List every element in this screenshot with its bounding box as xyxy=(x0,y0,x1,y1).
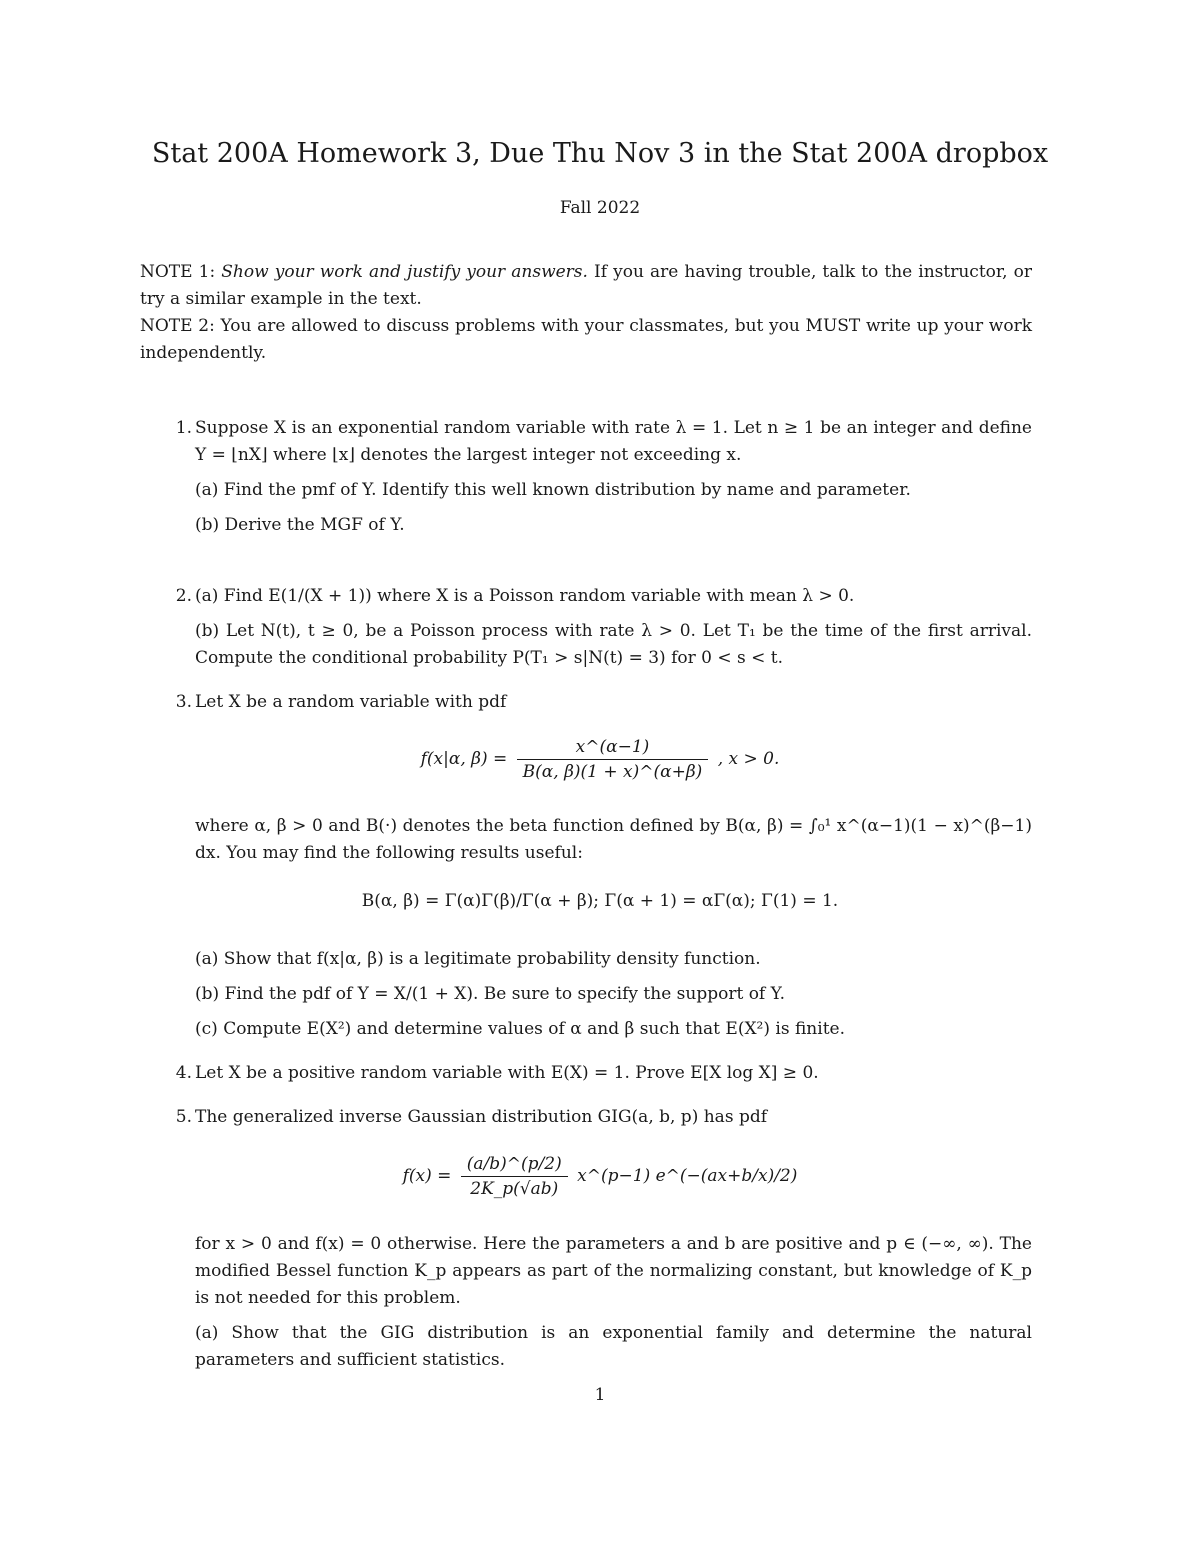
term-subtitle: Fall 2022 xyxy=(559,198,641,218)
problem-part: (b) Find the pdf of Y = X/(1 + X). Be sure to specify the support of Y. xyxy=(195,984,786,1004)
note-1 xyxy=(140,259,1032,313)
problem-3-continued xyxy=(140,813,1032,867)
problem-4 xyxy=(140,1060,1032,1087)
equation-tail: , x > 0. xyxy=(717,749,780,769)
problem-part: (c) Compute E(X²) and determine values of α and β such that E(X²) is finite. xyxy=(195,1019,845,1039)
problem-part: (a) Show that f(x|α, β) is a legitimate probability density function. xyxy=(195,949,761,969)
equation-pdf-3 xyxy=(0,735,1200,784)
problem-5-continued xyxy=(140,1231,1032,1374)
problem-3 xyxy=(140,689,1032,716)
problem-stem: Let X be a positive random variable with E(X) = 1. Prove E[X log X] ≥ 0. xyxy=(195,1063,819,1083)
problem-part: (a) Show that the GIG distribution is an exponential family and determine the natural parameters and sufficient statistics. xyxy=(195,1323,1032,1370)
equation-denominator: 2K_p(√ab) xyxy=(470,1179,559,1199)
problem-number: 4. xyxy=(175,1063,192,1083)
problem-part: (b) Let N(t), t ≥ 0, be a Poisson process with rate λ > 0. Let T₁ be the time of the first arrival. Compute the conditional probability P(T₁ > s|N(t) = 3) for 0 < s < t. xyxy=(195,621,1032,668)
problem-stem: The generalized inverse Gaussian distribution GIG(a, b, p) has pdf xyxy=(195,1107,767,1127)
equation-denominator: B(α, β)(1 + x)^(α+β) xyxy=(522,762,703,782)
note-1-emphasis: Show your work and justify your answers. xyxy=(221,262,588,282)
equation-lhs: f(x|α, β) = xyxy=(420,749,508,769)
problem-2 xyxy=(140,583,1032,672)
problem-number: 3. xyxy=(175,692,192,712)
equation-fraction xyxy=(461,1152,568,1201)
problem-1 xyxy=(140,415,1032,539)
page-title: Stat 200A Homework 3, Due Thu Nov 3 in the Stat 200A dropbox xyxy=(151,138,1049,169)
problem-number: 5. xyxy=(175,1107,192,1127)
page-number: 1 xyxy=(594,1385,606,1405)
problem-part: (a) Find the pmf of Y. Identify this well known distribution by name and parameter. xyxy=(195,480,911,500)
note-1-label: NOTE 1: xyxy=(140,262,222,282)
notes-block xyxy=(140,259,1032,367)
problem-stem: Let X be a random variable with pdf xyxy=(195,692,507,712)
equation-numerator: x^(α−1) xyxy=(517,735,709,760)
problem-number: 1. xyxy=(175,418,192,438)
problem-5 xyxy=(140,1104,1032,1131)
problem-part: (b) Derive the MGF of Y. xyxy=(195,515,405,535)
equation-gig-pdf xyxy=(0,1152,1200,1201)
problem-number: 2. xyxy=(175,586,192,606)
note-2: NOTE 2: You are allowed to discuss problems with your classmates, but you MUST write up your work independently. xyxy=(140,316,1032,363)
problem-stem: (a) Find E(1/(X + 1)) where X is a Poisson random variable with mean λ > 0. xyxy=(195,586,855,606)
equation-lhs: f(x) = xyxy=(402,1166,452,1186)
equation-fraction xyxy=(517,735,709,784)
problem-text: where α, β > 0 and B(·) denotes the beta function defined by B(α, β) = ∫₀¹ x^(α−1)(1 − x)^(β−1) dx. You may find the following results useful: xyxy=(195,816,1032,863)
equation-tail: x^(p−1) e^(−(ax+b/x)/2) xyxy=(577,1166,798,1186)
problem-text: for x > 0 and f(x) = 0 otherwise. Here the parameters a and b are positive and p ∈ (−∞, ∞). The modified Bessel function K_p appears as part of the normalizing constant, but knowledge of K_p is not needed for this problem. xyxy=(195,1234,1032,1308)
equation-beta-gamma: B(α, β) = Γ(α)Γ(β)/Γ(α + β); Γ(α + 1) = αΓ(α); Γ(1) = 1. xyxy=(361,891,839,911)
note-1-text: If you are having trouble, talk to the instructor, or try a similar example in the text. xyxy=(140,262,1033,309)
problem-3-parts xyxy=(140,946,1032,1043)
problem-stem: Suppose X is an exponential random variable with rate λ = 1. Let n ≥ 1 be an integer and define Y = ⌊nX⌋ where ⌊x⌋ denotes the largest integer not exceeding x. xyxy=(195,418,1032,465)
equation-numerator: (a/b)^(p/2) xyxy=(461,1152,568,1177)
